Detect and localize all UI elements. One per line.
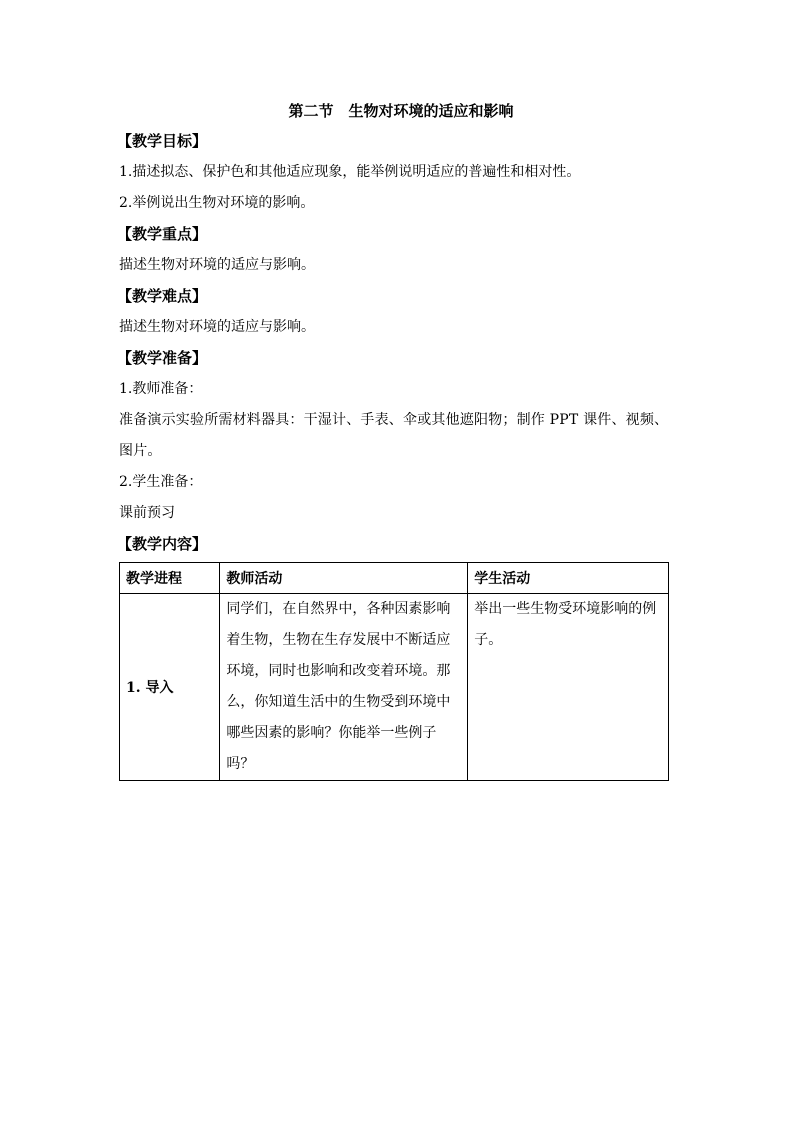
header-teacher-activity: 教师活动 — [220, 563, 468, 594]
key-points-heading: 【教学重点】 — [117, 225, 208, 243]
row-student-activity: 举出一些生物受环境影响的例子。 — [468, 594, 669, 781]
table-row — [120, 594, 669, 781]
header-student-activity: 学生活动 — [468, 563, 669, 594]
lesson-table — [119, 562, 669, 781]
objectives-heading: 【教学目标】 — [117, 132, 208, 150]
difficulties-heading: 【教学难点】 — [117, 287, 208, 305]
teacher-prep-label: 1.教师准备： — [119, 381, 203, 397]
student-prep-label: 2.学生准备： — [119, 474, 203, 490]
key-points-text: 描述生物对环境的适应与影响。 — [119, 257, 315, 273]
teacher-prep-text: 准备演示实验所需材料器具：干湿计、手表、伞或其他遮阳物；制作 PPT 课件、视频、图片。 — [119, 412, 669, 459]
objective-item-1: 1.描述拟态、保护色和其他适应现象，能举例说明适应的普遍性和相对性。 — [119, 164, 581, 180]
content-heading: 【教学内容】 — [117, 535, 208, 553]
student-prep-text: 课前预习 — [119, 505, 175, 521]
row-stage: 1. 导入 — [120, 594, 220, 781]
difficulties-text: 描述生物对环境的适应与影响。 — [119, 319, 315, 335]
document-title: 第二节 生物对环境的适应和影响 — [288, 102, 514, 120]
objective-item-2: 2.举例说出生物对环境的影响。 — [119, 195, 315, 211]
header-stage: 教学进程 — [120, 563, 220, 594]
row-teacher-activity: 同学们，在自然界中，各种因素影响着生物，生物在生存发展中不断适应环境，同时也影响和改变着环境。那么，你知道生活中的生物受到环境中哪些因素的影响？你能举一些例子吗？ — [220, 594, 468, 781]
document-page — [119, 96, 679, 781]
preparation-heading: 【教学准备】 — [117, 349, 208, 367]
table-header-row — [120, 563, 669, 594]
